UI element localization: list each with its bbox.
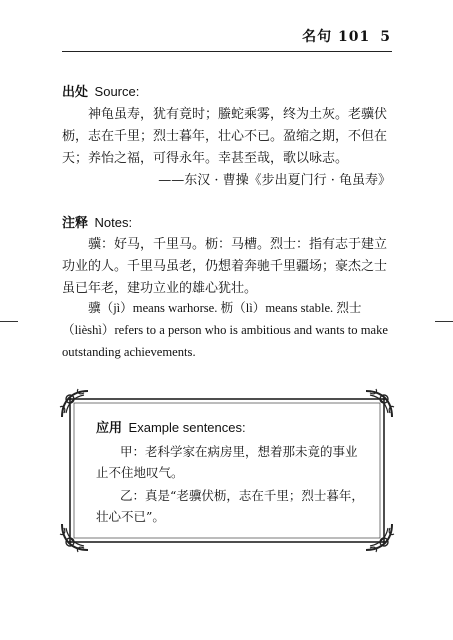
ornament-corner-icon [362,387,396,421]
header-title: 名句 101 [302,29,371,45]
examples-heading [96,417,246,436]
examples-label-en: Example sentences: [128,420,246,435]
crop-mark-right [435,321,453,322]
ornament-corner-icon [58,520,92,554]
notes-heading [62,212,132,231]
source-poem: 神龟虽寿，犹有竟时；螣蛇乘雾，终为土灰。老骥伏枥，志在千里；烈士暮年，壮心不已。盈缩之期，不但在天；养怡之福，可得永年。幸甚至哉，歌以咏志。 [62,107,388,166]
ornament-corner-icon [362,520,396,554]
ornament-corner-icon [58,387,92,421]
examples-label-zh: 应用 [96,421,123,436]
header-rule [62,51,392,52]
page-number: 5 [380,29,391,45]
running-header [302,26,391,46]
source-label-en: Source: [94,84,140,99]
notes-label-zh: 注释 [62,216,89,231]
source-heading [62,81,139,100]
source-attribution: ——东汉 · 曹操《步出夏门行 · 龟虽寿》 [158,173,391,188]
notes-english: 骥（jì）means warhorse. 枥（lì）means stable. 烈士（lièshì）refers to a person who is ambitious and wants to make outstanding achievements. [62,301,388,359]
example-sentence: 乙：真是“老骥伏枥，志在千里；烈士暮年，壮心不已”。 [96,488,364,524]
notes-chinese: 骥：好马，千里马。枥：马槽。烈士：指有志于建立功业的人。千里马虽老，仍想着奔驰千里疆场；豪杰之士虽已年老，建功立业的雄心犹壮。 [62,237,388,296]
example-frame [66,395,388,546]
example-sentence: 甲：老科学家在病房里，想着那未竟的事业止不住地叹气。 [96,444,358,480]
crop-mark-left [0,321,18,322]
notes-label-en: Notes: [94,215,133,230]
source-label-zh: 出处 [62,85,89,100]
